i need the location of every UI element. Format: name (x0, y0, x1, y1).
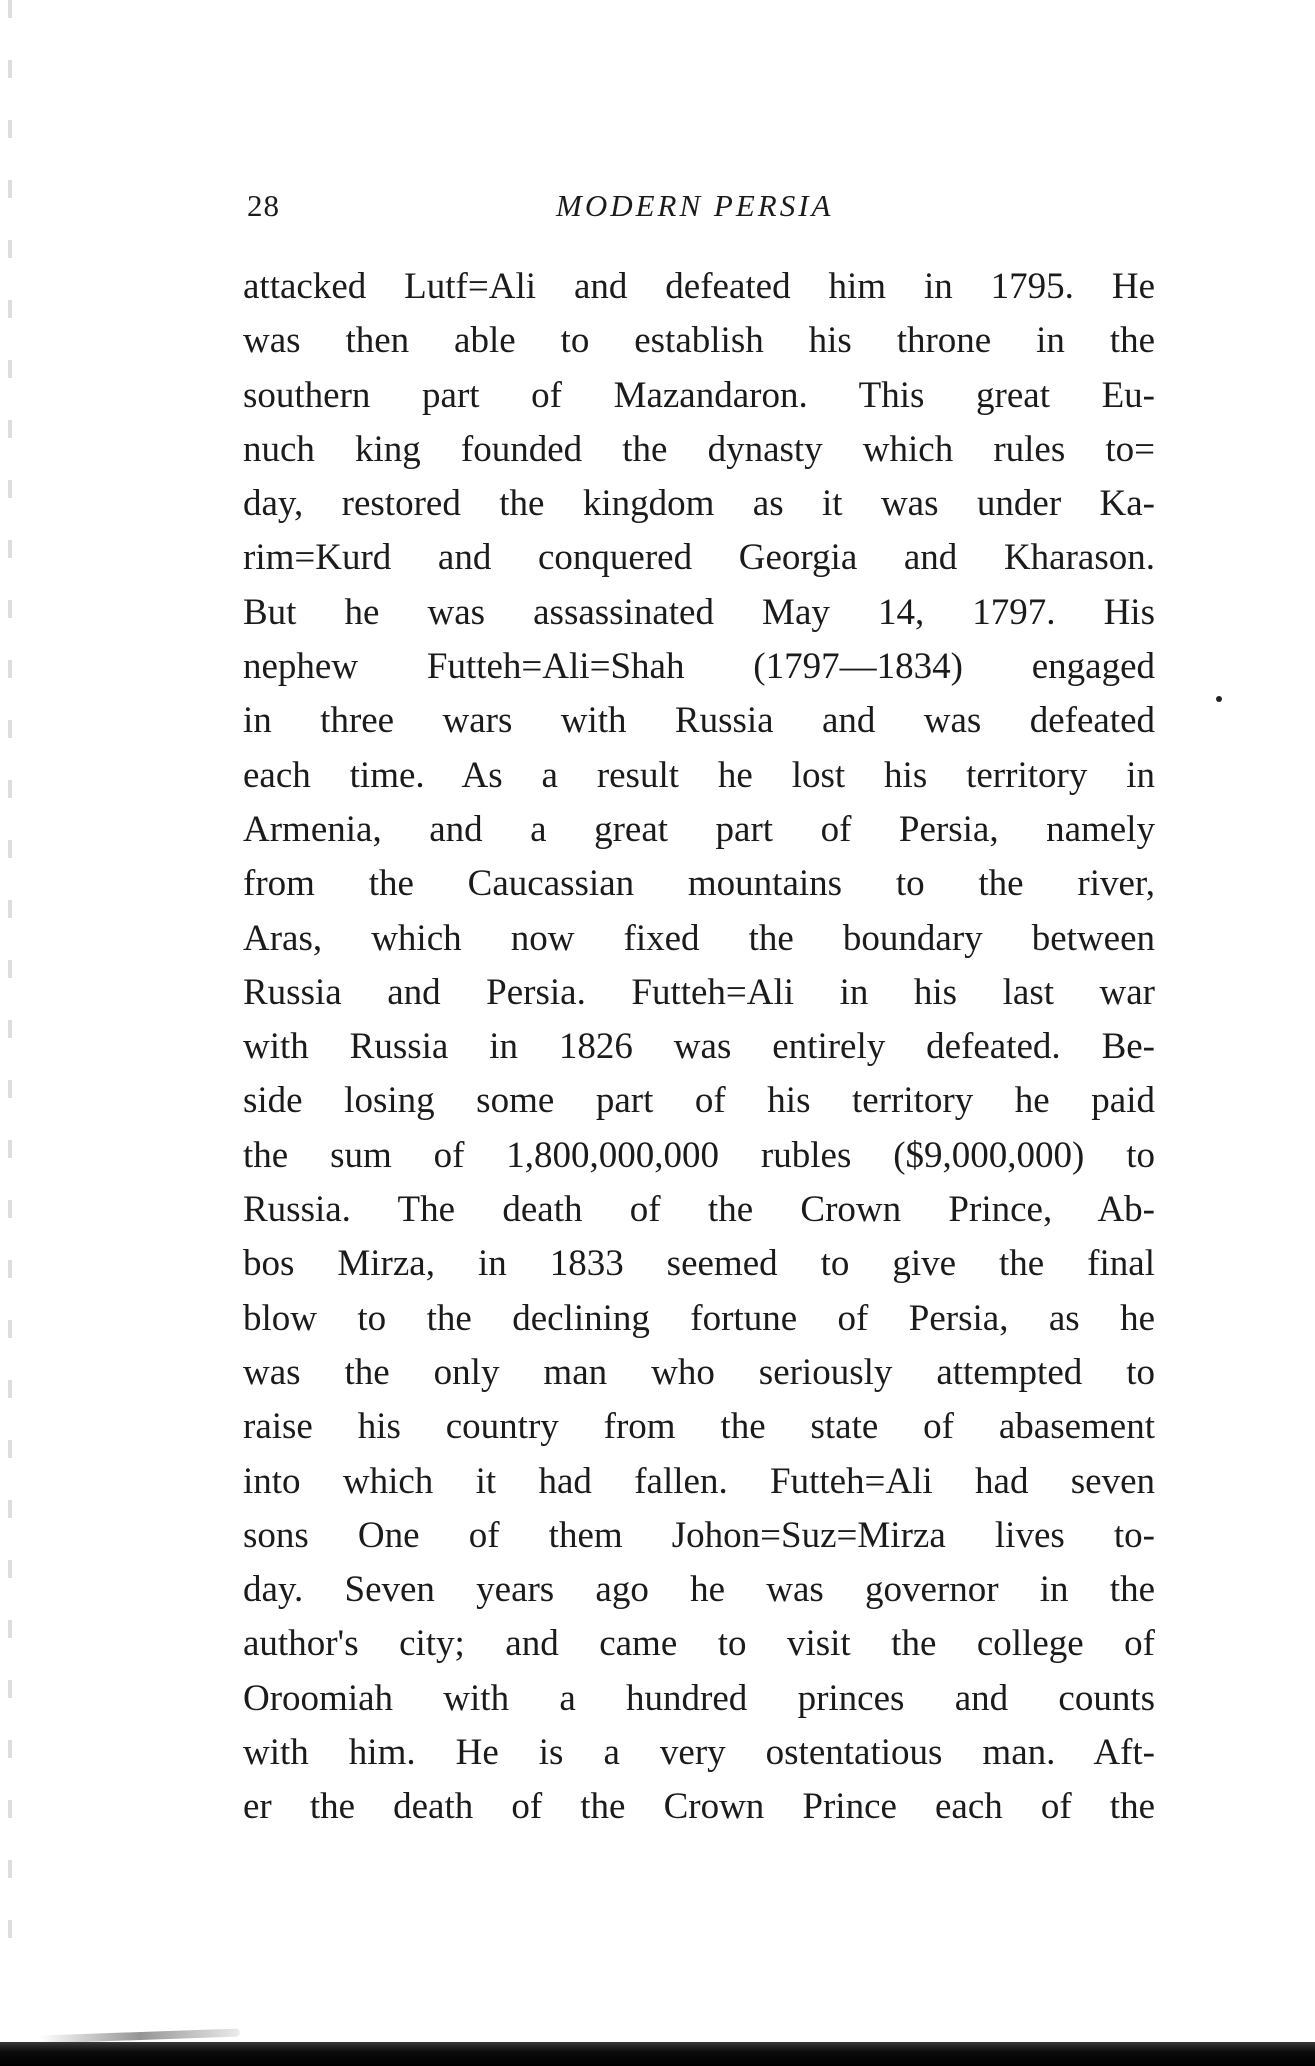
text-line: But he was assassinated May 14, 1797. His (243, 591, 1155, 633)
text-line: was the only man who seriously attempted to (243, 1351, 1155, 1393)
text-line: into which it had fallen. Futteh=Ali had seven (243, 1460, 1155, 1502)
text-line: Armenia, and a great part of Persia, namely (243, 808, 1155, 850)
text-line: nephew Futteh=Ali=Shah (1797—1834) engaged (243, 646, 1155, 688)
scan-bottom-edge (0, 2042, 1315, 2066)
text-line: in three wars with Russia and was defeated (243, 700, 1155, 742)
ink-speck (1216, 696, 1222, 702)
text-line: bos Mirza, in 1833 seemed to give the final (243, 1243, 1155, 1285)
text-line: was then able to establish his throne in the (243, 320, 1155, 362)
text-line: Russia and Persia. Futteh=Ali in his last war (243, 971, 1155, 1013)
page-number: 28 (247, 188, 280, 223)
text-line: author's city; and came to visit the college of (243, 1623, 1155, 1665)
text-line: er the death of the Crown Prince each of the (243, 1786, 1155, 1828)
text-line: from the Caucassian mountains to the river, (243, 863, 1155, 905)
text-line: raise his country from the state of abasement (243, 1406, 1155, 1448)
text-line: side losing some part of his territory he paid (243, 1080, 1155, 1122)
text-line: with Russia in 1826 was entirely defeated. Be- (243, 1026, 1155, 1068)
running-title: MODERN PERSIA (556, 188, 834, 223)
text-line: Aras, which now fixed the boundary between (243, 917, 1155, 959)
text-line: blow to the declining fortune of Persia, as he (243, 1297, 1155, 1339)
text-line: the sum of 1,800,000,000 rubles ($9,000,000) to (243, 1134, 1155, 1176)
text-line: Oroomiah with a hundred princes and counts (243, 1677, 1155, 1719)
text-line: southern part of Mazandaron. This great Eu- (243, 374, 1155, 416)
text-line: day. Seven years ago he was governor in the (243, 1569, 1155, 1611)
body-text (243, 260, 1155, 1835)
text-line: day, restored the kingdom as it was under Ka- (243, 483, 1155, 525)
text-line: sons One of them Johon=Suz=Mirza lives to- (243, 1514, 1155, 1556)
text-line: attacked Lutf=Ali and defeated him in 1795. He (243, 266, 1155, 307)
text-line: nuch king founded the dynasty which rules to= (243, 428, 1155, 470)
text-line: each time. As a result he lost his territory in (243, 754, 1155, 796)
text-line: rim=Kurd and conquered Georgia and Kharason. (243, 537, 1155, 579)
text-line: with him. He is a very ostentatious man. Aft- (243, 1732, 1155, 1774)
scan-edge-marks (8, 0, 12, 1960)
text-line: Russia. The death of the Crown Prince, Ab- (243, 1189, 1155, 1231)
